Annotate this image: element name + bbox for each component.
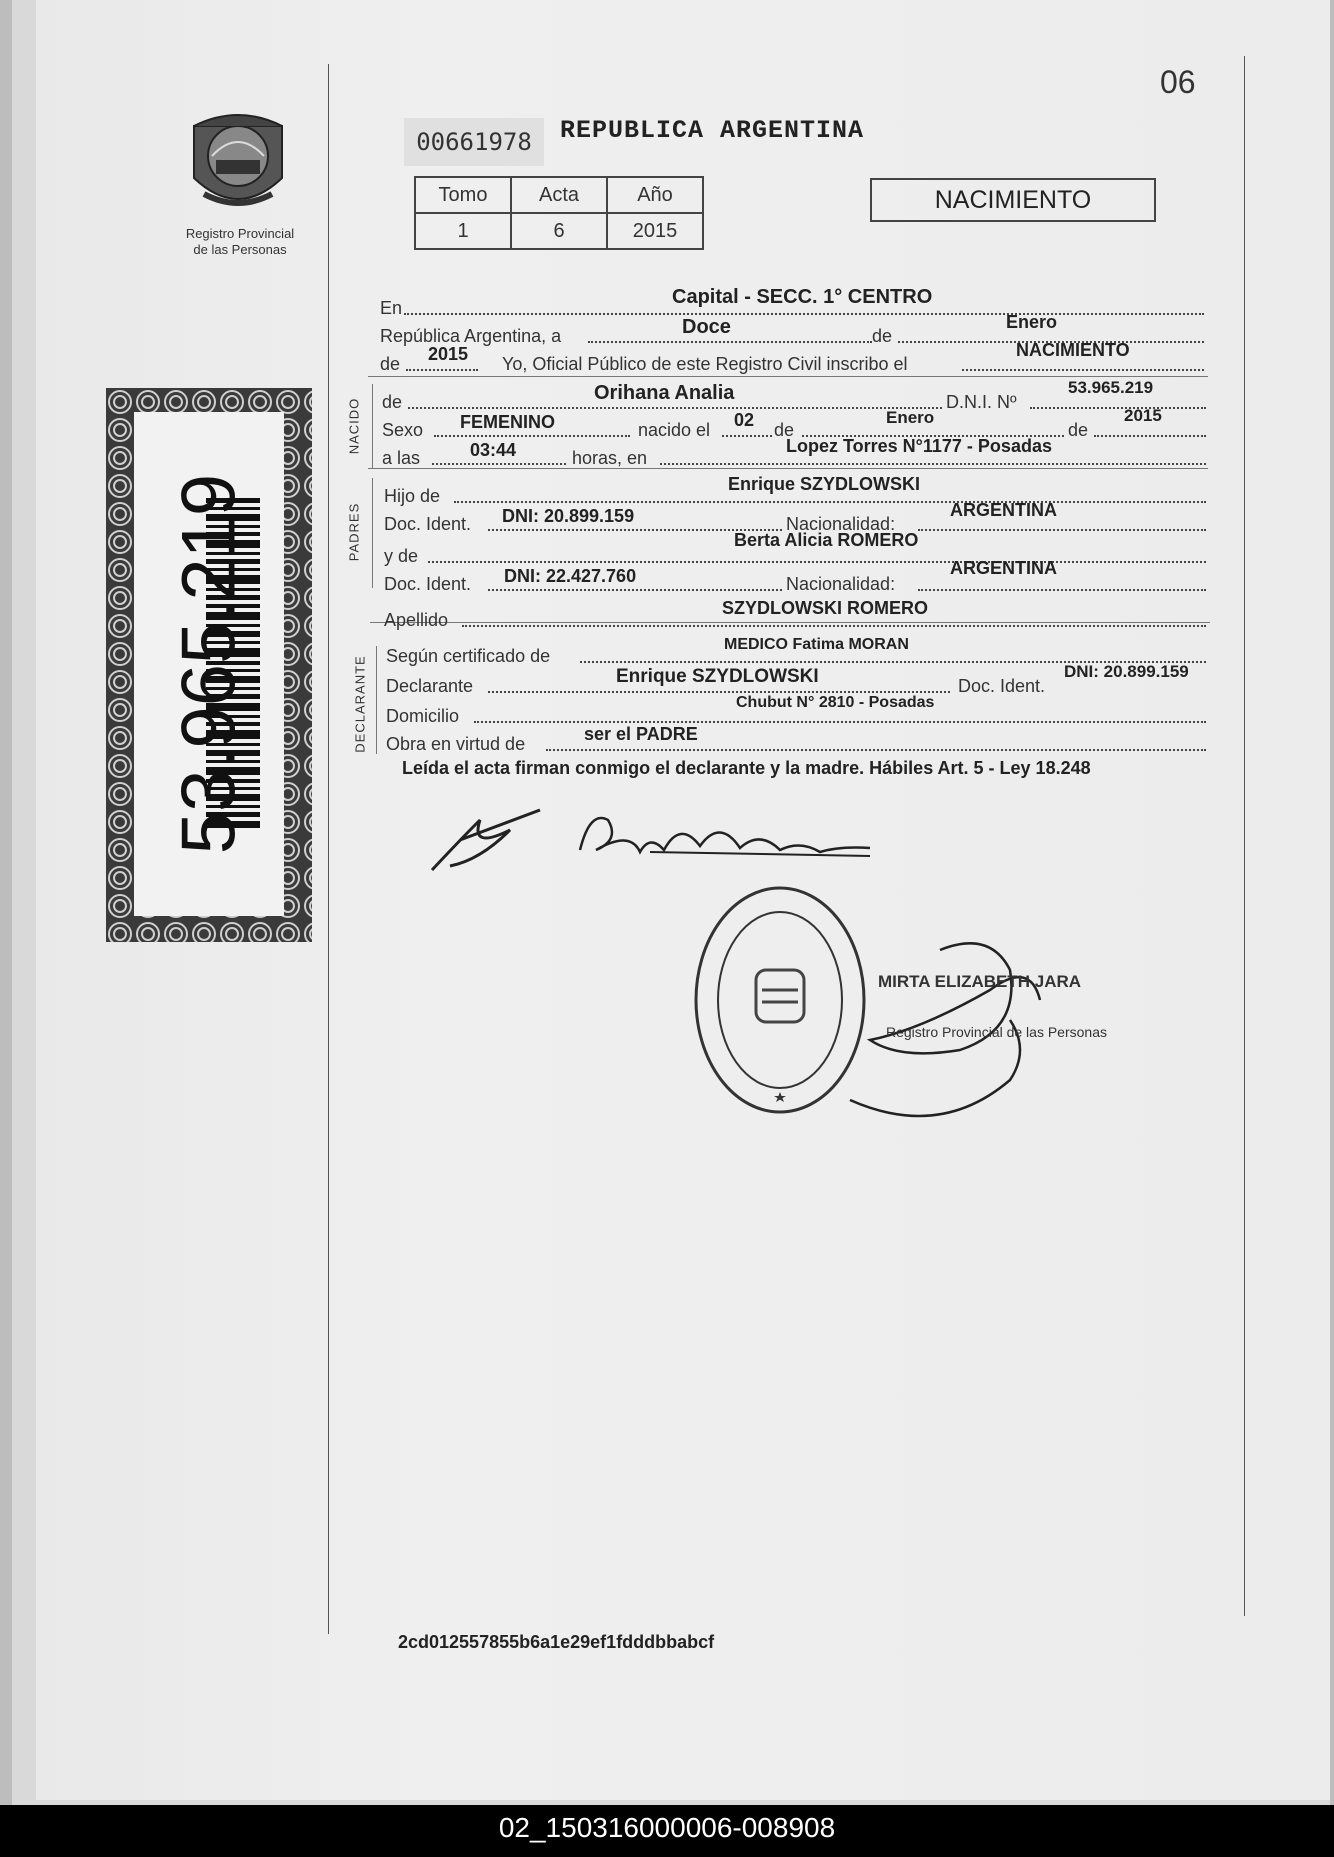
separator-apellido <box>370 622 1210 623</box>
value-sexo: FEMENINO <box>460 412 556 432</box>
stamp-office: Registro Provincial de las Personas <box>886 1024 1107 1040</box>
table-value-anio: 2015 <box>607 213 703 249</box>
record-type-box: NACIMIENTO <box>870 178 1156 222</box>
table-value-acta: 6 <box>511 213 607 249</box>
label-oficial: Yo, Oficial Público de este Registro Civil inscribo el <box>502 354 908 374</box>
line-madre-nac <box>918 588 1206 591</box>
label-segun: Según certificado de <box>386 646 551 666</box>
value-dia-nac: 02 <box>734 410 755 430</box>
value-lugar-nac: Lopez Torres N°1177 - Posadas <box>786 436 1052 456</box>
value-madre: Berta Alicia ROMERO <box>734 530 919 550</box>
line-madre-doc <box>488 588 782 591</box>
line-tipo <box>962 368 1204 371</box>
document-hash: 2cd012557855b6a1e29ef1fdddbbabcf <box>398 1632 715 1652</box>
line-padre <box>454 500 1206 503</box>
label-doc-ident-padre: Doc. Ident. <box>384 514 472 534</box>
line-padre-nac <box>918 528 1206 531</box>
value-nombre: Orihana Analia <box>594 382 735 404</box>
label-nacionalidad-madre: Nacionalidad: <box>786 574 896 594</box>
value-madre-doc: DNI: 22.427.760 <box>504 566 637 586</box>
label-doc-ident-declarante: Doc. Ident. <box>958 676 1046 696</box>
label-domicilio: Domicilio <box>386 706 460 726</box>
registry-logo <box>186 108 290 220</box>
label-y-de: y de <box>384 546 419 566</box>
line-domicilio <box>474 720 1206 723</box>
value-lugar: Capital - SECC. 1° CENTRO <box>672 286 933 308</box>
value-apellido: SZYDLOWSKI ROMERO <box>722 598 928 618</box>
label-de-nombre: de <box>382 392 403 412</box>
right-margin-rule <box>1244 56 1245 1616</box>
label-de-mes-nac: de <box>774 420 795 440</box>
line-dni <box>1030 406 1206 409</box>
line-dia <box>588 340 872 343</box>
line-apellido <box>462 624 1206 627</box>
record-table <box>414 176 704 250</box>
value-dni: 53.965.219 <box>1068 378 1154 397</box>
value-domicilio: Chubut N° 2810 - Posadas <box>736 694 935 711</box>
table-value-tomo: 1 <box>415 213 511 249</box>
table-header-tomo: Tomo <box>415 177 511 213</box>
line-declarante <box>488 690 950 693</box>
table-header-acta: Acta <box>511 177 607 213</box>
value-padre-nac: ARGENTINA <box>950 500 1057 520</box>
page-number: 06 <box>1160 64 1196 100</box>
label-sexo: Sexo <box>382 420 424 440</box>
label-de-anio-nac: de <box>1068 420 1089 440</box>
nacido-bracket <box>372 384 373 468</box>
section-label-padres: PADRES <box>346 502 362 562</box>
value-tipo: NACIMIENTO <box>1016 340 1130 360</box>
left-margin-rule <box>328 64 329 1634</box>
closing-statement: Leída el acta firman conmigo el declarante y la madre. Hábiles Art. 5 - Ley 18.248 <box>402 758 1091 778</box>
label-nacido: nacido el <box>638 420 711 440</box>
value-obra: ser el PADRE <box>584 724 698 744</box>
footer-file-id: 02_150316000006-008908 <box>498 1812 836 1843</box>
serial-number: 00661978 <box>404 118 544 166</box>
registry-caption <box>160 226 320 258</box>
table-header-anio: Año <box>607 177 703 213</box>
separator-padres <box>368 468 1208 469</box>
line-sexo <box>434 434 630 437</box>
label-obra: Obra en virtud de <box>386 734 526 754</box>
padres-bracket <box>372 478 373 588</box>
registry-caption-line1: Registro Provincial <box>185 226 295 241</box>
value-mes: Enero <box>1006 312 1058 332</box>
value-certificado: MEDICO Fatima MORAN <box>724 636 909 653</box>
line-lugar-nac <box>660 462 1206 465</box>
label-horas: horas, en <box>572 448 648 468</box>
label-de-mes: de <box>872 326 893 346</box>
separator-nacido <box>368 376 1208 377</box>
value-dia-letras: Doce <box>682 316 731 338</box>
label-de-anio: de <box>380 354 401 374</box>
section-label-nacido: NACIDO <box>346 397 362 455</box>
line-dia-nac <box>722 434 772 437</box>
line-anio-nac <box>1094 434 1206 437</box>
label-republica: República Argentina, a <box>380 326 562 346</box>
line-hora <box>432 462 566 465</box>
value-mes-nac: Enero <box>886 408 935 427</box>
value-hora: 03:44 <box>470 440 517 460</box>
label-nacionalidad-padre: Nacionalidad: <box>786 514 896 534</box>
section-label-declarante: DECLARANTE <box>352 655 368 753</box>
registry-caption-line2: de las Personas <box>193 242 287 257</box>
value-anio-nac: 2015 <box>1124 406 1162 425</box>
value-anio: 2015 <box>428 344 469 364</box>
document-title: REPUBLICA ARGENTINA <box>560 116 865 145</box>
stamp-official-name: MIRTA ELIZABETH JARA <box>878 972 1082 991</box>
label-declarante: Declarante <box>386 676 474 696</box>
label-en: En <box>380 298 403 318</box>
line-en <box>404 312 1204 315</box>
line-nombre <box>408 406 942 409</box>
value-padre-doc: DNI: 20.899.159 <box>502 506 635 526</box>
line-madre <box>428 560 1206 563</box>
value-declarante: Enrique SZYDLOWSKI <box>616 666 819 687</box>
value-declarante-doc: DNI: 20.899.159 <box>1064 662 1189 681</box>
barcode-dni-number: 53.965.219 <box>166 473 252 855</box>
line-obra <box>546 748 1206 751</box>
label-apellido: Apellido <box>384 610 449 630</box>
label-dni: D.N.I. Nº <box>946 392 1017 412</box>
signatures <box>420 790 890 890</box>
label-doc-ident-madre: Doc. Ident. <box>384 574 472 594</box>
label-a-las: a las <box>382 448 421 468</box>
line-anio <box>406 368 478 371</box>
declarante-bracket <box>376 646 377 754</box>
value-padre: Enrique SZYDLOWSKI <box>728 474 921 494</box>
label-hijo-de: Hijo de <box>384 486 441 506</box>
value-madre-nac: ARGENTINA <box>950 558 1057 578</box>
